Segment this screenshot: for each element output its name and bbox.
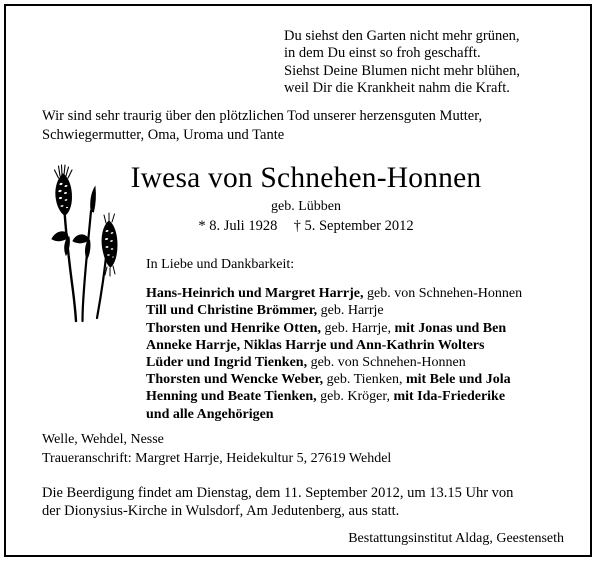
family-extra: mit Jonas und Ben [390,320,507,336]
family-name: und alle Angehörigen [146,406,274,422]
family-extra: mit Bele und Jola [402,372,511,388]
poem-line-3: Siehst Deine Blumen nicht mehr blühen, [284,62,520,79]
funeral-home-footer: Bestattungsinstitut Aldag, Geestenseth [348,531,564,546]
family-name: Anneke Harrje, Niklas Harrje und Ann-Kathrin Wolters [146,337,485,353]
family-name: Till und Christine Brömmer, [146,303,318,319]
family-name: Henning und Beate Tienken, [146,389,317,405]
obituary-notice [4,4,592,557]
family-name: Thorsten und Henrike Otten, [146,320,322,336]
death-symbol: † [293,218,301,234]
funeral-details [42,484,566,520]
family-extra: mit Ida-Friederike [389,389,506,405]
birth-date: 8. Juli 1928 [209,218,278,234]
places-block [42,431,562,468]
family-nee: geb. von Schnehen-Honnen [363,286,523,302]
family-line [146,337,576,354]
intro-line-1: Wir sind sehr traurig über den plötzlichen Tod unserer herzensguten Mutter, [42,108,483,124]
towns-line: Welle, Wehdel, Nesse [42,432,164,447]
family-nee: geb. von Schnehen-Honnen [307,355,466,371]
poem-line-1: Du siehst den Garten nicht mehr grünen, [284,28,520,44]
family-nee: geb. Kröger, [316,389,390,405]
family-nee: geb. Harrje [317,303,384,319]
family-line [146,302,576,319]
family-nee: geb. Tienken, [323,372,403,388]
poem-line-2: in dem Du einst so froh geschafft. [284,45,481,62]
intro-line-2: Schwiegermutter, Oma, Uroma und Tante [42,126,285,143]
family-list [146,285,576,423]
poem-line-4: weil Dir die Krankheit nahm die Kraft. [284,80,510,97]
family-name: Thorsten und Wencke Weber, [146,372,324,388]
deceased-name-block [66,161,546,236]
deceased-name: Iwesa von Schnehen-Honnen [130,162,482,194]
maiden-name: geb. Lübben [271,199,341,214]
family-line [146,388,576,405]
family-name: Hans-Heinrich und Margret Harrje, [146,286,364,302]
family-heading: In Liebe und Dankbarkeit: [146,257,295,272]
family-line [146,354,576,371]
birth-symbol: * [198,218,206,234]
death-date: 5. September 2012 [304,218,414,234]
funeral-line-2: der Dionysius-Kirche in Wulsdorf, Am Jedutenberg, aus statt. [42,503,400,519]
family-name: Lüder und Ingrid Tienken, [146,355,308,371]
memorial-poem [284,28,584,98]
intro-text [42,107,564,144]
family-block [146,256,576,423]
family-line [146,285,576,302]
family-line [146,320,576,337]
life-dates [66,217,546,236]
funeral-line-1: Die Beerdigung findet am Dienstag, dem 11. September 2012, um 13.15 Uhr von [42,485,514,501]
family-nee: geb. Harrje, [321,320,391,336]
family-line [146,371,576,388]
family-line [146,406,576,423]
mourning-address-line: Traueranschrift: Margret Harrje, Heidekultur 5, 27619 Wehdel [42,450,392,466]
